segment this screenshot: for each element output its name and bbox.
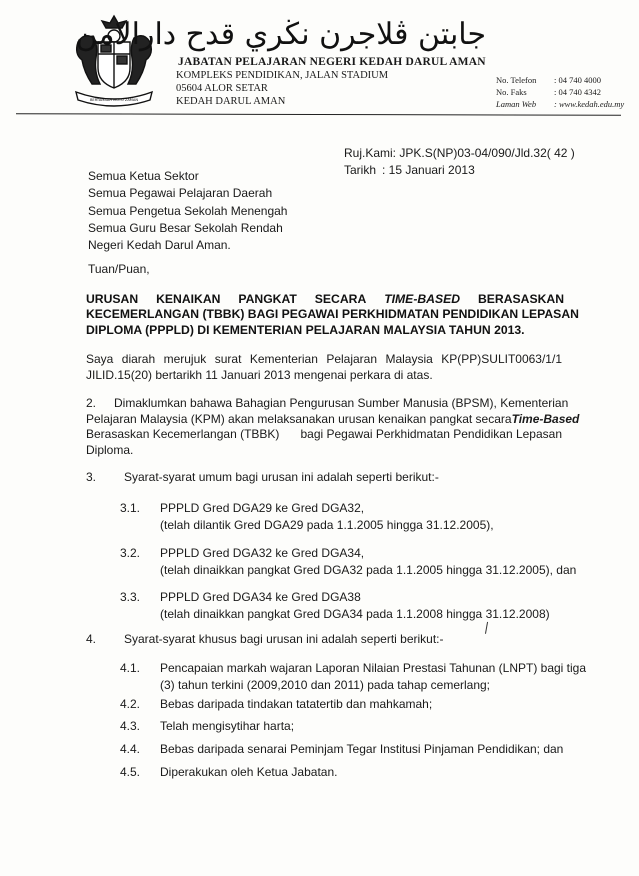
crest-banner: BERTAMBAH MUTU ZAMAN bbox=[89, 98, 139, 102]
addressee-block bbox=[88, 168, 287, 254]
salutation: Tuan/Puan, bbox=[88, 262, 150, 276]
pen-mark bbox=[485, 622, 490, 634]
jawi-department-title: جابتن ڤلاجرن نڬري قدح دارالامن bbox=[75, 17, 486, 52]
address-line-3: KEDAH DARUL AMAN bbox=[176, 96, 286, 107]
subject-line-2: KECEMERLANGAN (TBBK) BAGI PEGAWAI PERKHIDMATAN PENDIDIKAN LEPASAN bbox=[86, 307, 579, 322]
addressee-line: Semua Ketua Sektor bbox=[88, 169, 199, 183]
list-item: 3.2. PPPLD Gred DGA32 ke Gred DGA34, (telah dinaikkan pangkat Gred DGA32 pada 1.1.2005 hingga 31.12.2005), dan bbox=[120, 546, 577, 577]
addressee-line: Semua Pegawai Pelajaran Daerah bbox=[88, 186, 273, 201]
letter-date: Tarikh : 15 Januari 2013 bbox=[344, 163, 475, 177]
contact-fax: No. Faks : 04 740 4342 bbox=[496, 87, 601, 97]
address-line-2: 05604 ALOR SETAR bbox=[176, 83, 268, 94]
list-item: 4.2. Bebas daripada tindakan tatatertib dan mahkamah; bbox=[120, 697, 433, 711]
subject-line-3: DIPLOMA (PPPLD) DI KEMENTERIAN PELAJARAN MALAYSIA TAHUN 2013. bbox=[86, 322, 525, 337]
addressee-line: Semua Pengetua Sekolah Menengah bbox=[88, 203, 288, 218]
section-3-intro: Syarat-syarat umum bagi urusan ini adalah seperti berikut:- bbox=[124, 470, 439, 484]
reference-number: Ruj.Kami: JPK.S(NP)03-04/090/Jld.32( 42 ) bbox=[344, 146, 575, 160]
list-item: 4.5. Diperakukan oleh Ketua Jabatan. bbox=[120, 765, 338, 779]
department-name: JABATAN PELAJARAN NEGERI KEDAH DARUL AMAN bbox=[178, 56, 486, 68]
subject-line-1: URUSAN KENAIKAN PANGKAT SECARA TIME-BASED BERASASKAN bbox=[86, 292, 564, 306]
letterhead-divider bbox=[16, 113, 621, 116]
address-line-1: KOMPLEKS PENDIDIKAN, JALAN STADIUM bbox=[176, 70, 389, 81]
section-3-number: 3. bbox=[86, 470, 97, 484]
paragraph-2: 2. Dimaklumkan bahawa Bahagian Pengurusan Sumber Manusia (BPSM), Kementerian Pelajaran Malaysia (KPM) akan melaksanakan urusan kenaikan pangkat secara Time-Based Berasaskan Kecemerlangan (TBBK) bagi Pegawai Perkhidmatan Pendidikan Lepasan Diploma. bbox=[86, 396, 580, 457]
section-4-intro: Syarat-syarat khusus bagi urusan ini adalah seperti berikut:- bbox=[124, 632, 444, 646]
list-item: 4.4. Bebas daripada senarai Peminjam Tegar Institusi Pinjaman Pendidikan; dan bbox=[120, 742, 564, 756]
list-item: 3.3. PPPLD Gred DGA34 ke Gred DGA38 (telah dinaikkan pangkat Gred DGA34 pada 1.1.2008 hingga 31.12.2008) bbox=[120, 590, 550, 621]
contact-phone: No. Telefon : 04 740 4000 bbox=[496, 75, 601, 85]
paragraph-1: Saya diarah merujuk surat Kementerian Pelajaran Malaysia KP(PP)SULIT0063/1/1 JILID.15(20) bertarikh 11 Januari 2013 mengenai perkara di atas. bbox=[86, 352, 562, 382]
list-item: 4.3. Telah mengisytihar harta; bbox=[120, 719, 295, 733]
contact-website: Laman Web : www.kedah.edu.my bbox=[496, 99, 625, 109]
list-item: 4.1. Pencapaian markah wajaran Laporan Nilaian Prestasi Tahunan (LNPT) bagi tiga (3) tahun terkini (2009,2010 dan 2011) pada tahap cemerlang; bbox=[120, 661, 587, 692]
addressee-line: Negeri Kedah Darul Aman. bbox=[88, 238, 231, 253]
addressee-line: Semua Guru Besar Sekolah Rendah bbox=[88, 220, 283, 235]
list-item: 3.1. PPPLD Gred DGA29 ke Gred DGA32, (telah dilantik Gred DGA29 pada 1.1.2005 hingga 31.12.2005), bbox=[120, 501, 494, 532]
section-4-number: 4. bbox=[86, 632, 97, 646]
subject-heading bbox=[86, 292, 579, 338]
